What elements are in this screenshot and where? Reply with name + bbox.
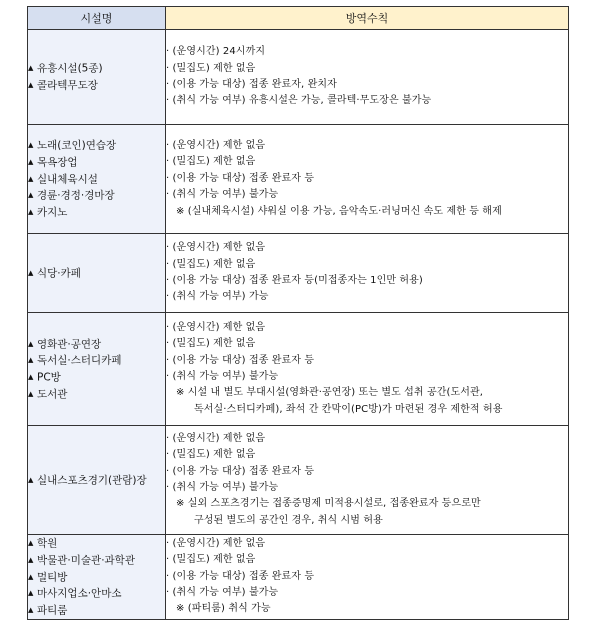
rule-line: · (이용 가능 대상) 접종 완료자 등 (166, 570, 315, 582)
facility-cell (28, 234, 166, 313)
facility-item: ▲ 멀티방 (28, 569, 165, 586)
facility-cell (28, 535, 166, 620)
triangle-bullet-icon: ▲ (28, 475, 34, 484)
rule-cell (166, 535, 569, 620)
rule-line: · (운영시간) 제한 없음 (166, 242, 266, 254)
rule-line: · (밀집도) 제한 없음 (166, 449, 256, 461)
rule-line: · (밀집도) 제한 없음 (166, 258, 256, 270)
table-header-row (28, 7, 569, 30)
rule-note-continuation: 독서실·스터디카페), 좌석 간 칸막이(PC방)가 마련된 경우 제한적 허용 (194, 403, 503, 415)
facility-item: ▲ 독서실·스터디카페 (28, 352, 165, 369)
header-facility: 시설명 (28, 7, 166, 30)
table-row (28, 313, 569, 426)
rule-line: · (이용 가능 대상) 접종 완료자 등(미접종자는 1인만 허용) (166, 275, 423, 286)
quarantine-rules-table (27, 6, 569, 620)
rule-line: · (운영시간) 제한 없음 (166, 139, 266, 151)
facility-item: ▲ 실내스포츠경기(관람)장 (28, 472, 165, 489)
rule-cell (166, 234, 569, 313)
triangle-bullet-icon: ▲ (28, 208, 34, 217)
facility-item: ▲ 학원 (28, 535, 165, 552)
triangle-bullet-icon: ▲ (28, 268, 34, 277)
rule-line: · (취식 가능 여부) 불가능 (166, 587, 279, 599)
facility-cell (28, 426, 166, 535)
rule-note: ※ 시설 내 별도 부대시설(영화관·공연장) 또는 별도 섭취 공간(도서관, (176, 387, 484, 399)
rule-line: · (밀집도) 제한 없음 (166, 338, 256, 350)
rule-line: · (운영시간) 제한 없음 (166, 321, 266, 333)
facility-item: ▲ 카지노 (28, 204, 165, 221)
rule-line: · (밀집도) 제한 없음 (166, 156, 256, 168)
facility-item: ▲ PC방 (28, 369, 165, 386)
triangle-bullet-icon: ▲ (28, 356, 34, 365)
triangle-bullet-icon: ▲ (28, 555, 34, 564)
rule-note-continuation: 구성된 별도의 공간인 경우, 취식 시범 허용 (194, 514, 383, 526)
rule-note: ※ (실내체육시설) 샤워실 이용 가능, 음악속도·러닝머신 속도 제한 등 해제 (176, 205, 502, 217)
facility-cell (28, 125, 166, 234)
facility-item: ▲ 경륜·경정·경마장 (28, 187, 165, 204)
facility-item: ▲ 노래(코인)연습장 (28, 137, 165, 154)
rule-line: · (운영시간) 제한 없음 (166, 432, 266, 444)
facility-item: ▲ 실내체육시설 (28, 171, 165, 188)
rule-line: · (이용 가능 대상) 접종 완료자 등 (166, 465, 315, 477)
triangle-bullet-icon: ▲ (28, 174, 34, 183)
table-row (28, 234, 569, 313)
triangle-bullet-icon: ▲ (28, 141, 34, 150)
triangle-bullet-icon: ▲ (28, 373, 34, 381)
rule-line: · (취식 가능 여부) 불가능 (166, 482, 279, 493)
table-row (28, 535, 569, 620)
rule-line: · (밀집도) 제한 없음 (166, 62, 256, 74)
triangle-bullet-icon: ▲ (28, 191, 34, 200)
triangle-bullet-icon: ▲ (28, 157, 34, 166)
rule-line: · (운영시간) 제한 없음 (166, 537, 266, 549)
triangle-bullet-icon: ▲ (28, 539, 34, 547)
facility-item: ▲ 도서관 (28, 386, 165, 403)
triangle-bullet-icon: ▲ (28, 64, 34, 73)
facility-item: ▲ 식당·카페 (28, 265, 165, 282)
header-rules: 방역수칙 (166, 7, 569, 30)
rule-line: · (이용 가능 대상) 접종 완료자 등 (166, 172, 315, 184)
facility-cell (28, 313, 166, 426)
facility-item: ▲ 목욕장업 (28, 154, 165, 171)
triangle-bullet-icon: ▲ (28, 389, 34, 398)
rule-line: · (취식 가능 여부) 불가능 (166, 371, 279, 382)
rule-cell (166, 426, 569, 535)
triangle-bullet-icon: ▲ (28, 589, 34, 598)
facility-item: ▲ 박물관·미술관·과학관 (28, 552, 165, 569)
rule-line: · (이용 가능 대상) 접종 완료자, 완치자 (166, 79, 337, 90)
triangle-bullet-icon: ▲ (28, 81, 34, 89)
facility-item: ▲ 콜라텍무도장 (28, 77, 165, 94)
rule-line: · (밀집도) 제한 없음 (166, 554, 256, 566)
rule-line: · (취식 가능 여부) 불가능 (166, 189, 279, 201)
rule-cell (166, 125, 569, 234)
triangle-bullet-icon: ▲ (28, 572, 34, 581)
rule-line: · (취식 가능 여부) 유흥시설은 가능, 콜라텍·무도장은 불가능 (166, 95, 432, 107)
facility-cell (28, 30, 166, 125)
facility-item: ▲ 파티룸 (28, 602, 165, 619)
table-row (28, 426, 569, 535)
rule-line: · (취식 가능 여부) 가능 (166, 291, 269, 303)
table-row (28, 125, 569, 234)
rule-cell (166, 313, 569, 426)
facility-item: ▲ 영화관·공연장 (28, 336, 165, 353)
rule-line: · (운영시간) 24시까지 (166, 46, 266, 58)
facility-item: ▲ 유흥시설(5종) (28, 60, 165, 77)
triangle-bullet-icon: ▲ (28, 606, 34, 614)
triangle-bullet-icon: ▲ (28, 339, 34, 348)
rule-line: · (이용 가능 대상) 접종 완료자 등 (166, 354, 315, 366)
facility-item: ▲ 마사지업소·안마소 (28, 585, 165, 602)
rule-cell (166, 30, 569, 125)
rule-note: ※ (파티룸) 취식 가능 (176, 603, 271, 615)
rule-note: ※ 실외 스포츠경기는 접종증명제 미적용시설로, 접종완료자 등으로만 (176, 498, 481, 510)
table-row (28, 30, 569, 125)
